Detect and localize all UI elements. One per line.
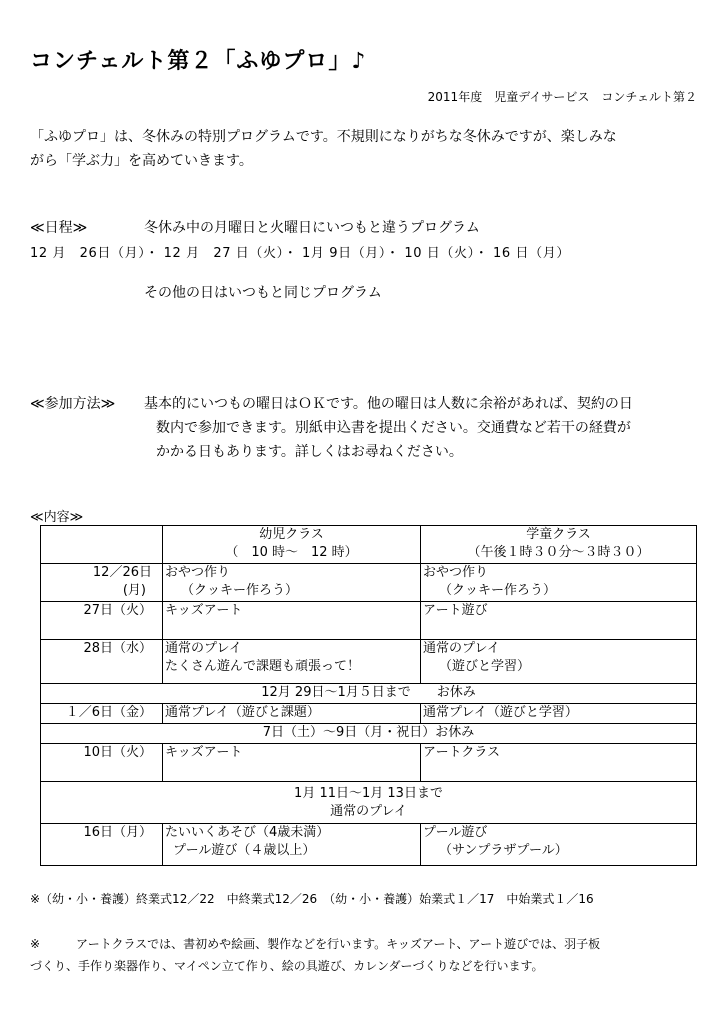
table-row [41, 782, 697, 824]
table-row [41, 704, 697, 724]
table-row [41, 684, 697, 704]
cell-line: 1月 11日～1月 13日まで [294, 785, 443, 801]
table-cell [421, 526, 697, 564]
cell-line: 通常のプレイ [330, 803, 407, 819]
table-cell: １／6日（金） [41, 704, 163, 724]
table-cell [163, 824, 421, 866]
table-cell: 12月 29日～1月５日まで お休み [41, 684, 697, 704]
col2-time: （午後１時３０分～３時３０） [467, 545, 650, 560]
cell-line: （クッキー作ろう） [181, 583, 299, 598]
note-1: ※（幼・小・養護）終業式12／22 中終業式12／26 （幼・小・養護）始業式１／17 中始業式１／16 [30, 892, 594, 906]
row-date: 12／26日 [92, 565, 152, 580]
cell-line: 通常のプレイ [423, 641, 500, 656]
table-cell: 28日（水） [41, 640, 163, 684]
table-row [41, 724, 697, 744]
col1-time: （ 10 時～ 12 時） [225, 545, 358, 560]
contents-label: ≪内容≫ [30, 510, 84, 525]
intro-line-1: 「ふゆプロ」は、冬休みの特別プログラムです。不規則になりがちな冬休みですが、楽しみな [30, 129, 617, 145]
table-cell [41, 782, 697, 824]
col1-name: 幼児クラス [259, 527, 324, 542]
table-cell: 通常プレイ（遊びと学習） [421, 704, 697, 724]
note-2-line-1: ※ アートクラスでは、書初めや絵画、製作などを行います。キッズアート、アート遊びでは、羽子板 [30, 937, 601, 951]
table-cell: アートクラス [421, 744, 697, 782]
table-row [41, 564, 697, 602]
table-row [41, 744, 697, 782]
cell-line: 通常のプレイ [165, 641, 242, 656]
participation-line-3: かかる日もあります。詳しくはお尋ねください。 [156, 444, 463, 460]
participation-line-1: 基本的にいつもの曜日はＯＫです。他の曜日は人数に余裕があれば、契約の日 [144, 396, 633, 412]
page-title: コンチェルト第２「ふゆプロ」♪ [30, 49, 367, 74]
table-cell [163, 640, 421, 684]
table-cell [163, 526, 421, 564]
table-cell [41, 526, 163, 564]
table-cell: アート遊び [421, 602, 697, 640]
table-cell: 16日（月） [41, 824, 163, 866]
table-cell: 7日（土）～9日（月・祝日）お休み [41, 724, 697, 744]
intro-line-2: がら「学ぶ力」を高めていきます。 [30, 153, 253, 169]
cell-line: たくさん遊んで課題も頑張って！ [165, 659, 361, 674]
cell-line: （クッキー作ろう） [439, 583, 557, 598]
table-row [41, 824, 697, 866]
cell-line: プール遊び（４歳以上） [173, 843, 316, 858]
schedule-table [40, 525, 697, 866]
schedule-other: その他の日はいつもと同じプログラム [144, 285, 382, 301]
note-2-line-2: づくり、手作り楽器作り、マイペン立て作り、絵の具遊び、カレンダーづくりなどを行います。 [30, 959, 544, 973]
table-cell [421, 824, 697, 866]
col2-name: 学童クラス [526, 527, 591, 542]
table-row [41, 640, 697, 684]
table-header-row [41, 526, 697, 564]
organization-line: 2011年度 児童デイサービス コンチェルト第２ [427, 90, 697, 104]
table-cell: 通常プレイ（遊びと課題） [163, 704, 421, 724]
row-day: (月) [122, 583, 146, 598]
schedule-label: ≪日程≫ [30, 220, 88, 236]
table-row [41, 602, 697, 640]
cell-line: （遊びと学習） [439, 659, 531, 674]
table-cell [421, 564, 697, 602]
table-cell [421, 640, 697, 684]
table-cell [41, 564, 163, 602]
cell-line: たいいくあそび（4歳未満） [165, 825, 330, 840]
participation-line-2: 数内で参加できます。別紙申込書を提出ください。交通費など若干の経費が [156, 420, 631, 436]
table-cell: キッズアート [163, 602, 421, 640]
participation-label: ≪参加方法≫ [30, 396, 116, 412]
cell-line: プール遊び [423, 825, 488, 840]
table-cell: 27日（火） [41, 602, 163, 640]
table-cell [163, 564, 421, 602]
cell-line: おやつ作り [423, 565, 489, 580]
schedule-description: 冬休み中の月曜日と火曜日にいつもと違うプログラム [144, 220, 480, 236]
table-cell: キッズアート [163, 744, 421, 782]
schedule-dates: 12 月 26日（月）・ 12 月 27 日（火）・ 1月 9日（月）・ 10 日（火）・ 16 日（月） [30, 246, 570, 261]
cell-line: （サンプラザプール） [439, 843, 568, 858]
cell-line: おやつ作り [165, 565, 231, 580]
table-cell: 10日（火） [41, 744, 163, 782]
